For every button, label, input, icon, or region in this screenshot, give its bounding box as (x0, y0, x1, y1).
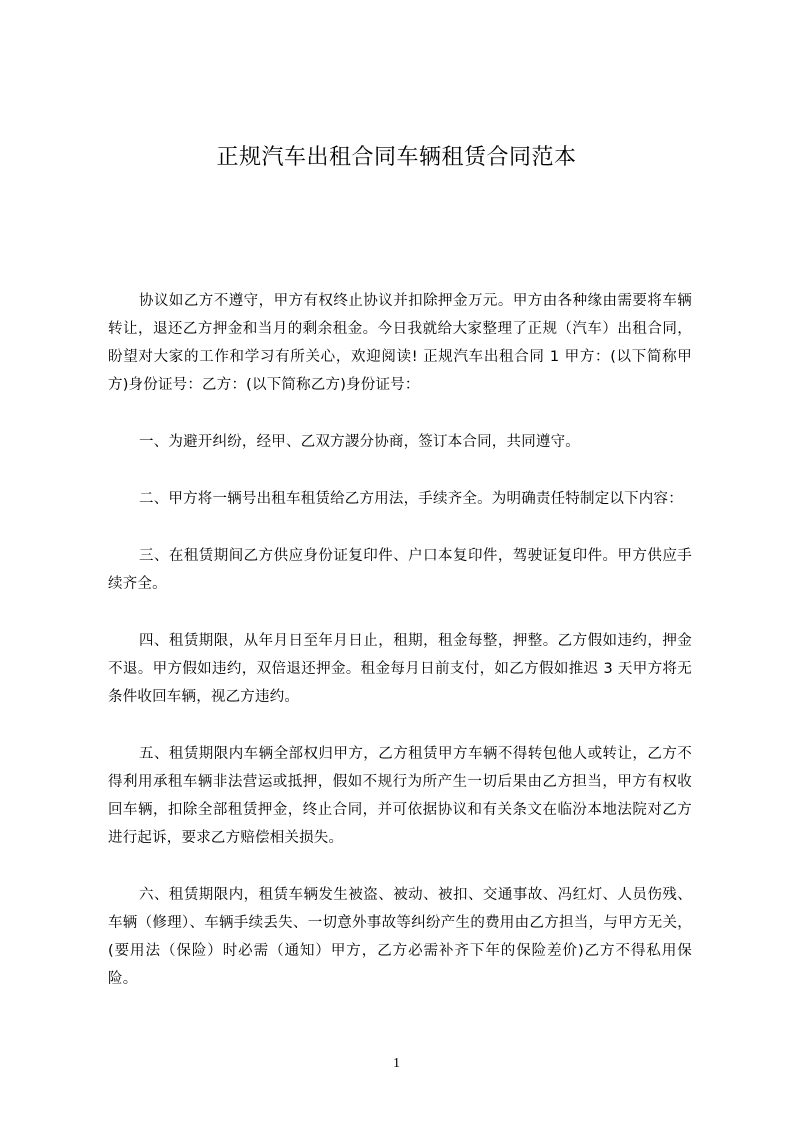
paragraph-clause-2: 二、甲方将一辆号出租车租赁给乙方用法，手续齐全。为明确责任特制定以下内容： (139, 491, 683, 507)
page-number: 1 (393, 1056, 400, 1071)
paragraph-clause-4: 四、租赁期限，从年月日至年月日止，租期，租金每整，押整。乙方假如违约，押金不退。甲方假如违约，双倍退还押金。租金每月日前支付，如乙方假如推迟 3 天甲方将无条件收回车辆，视乙方违约。 (108, 633, 692, 705)
paragraph-intro: 协议如乙方不遵守，甲方有权终止协议并扣除押金万元。甲方由各种缘由需要将车辆转让，退还乙方押金和当月的剩余租金。今日我就给大家整理了正规（汽车）出租合同，盼望对大家的工作和学习有所关心，欢迎阅读! 正规汽车出租合同 1 甲方：(以下简称甲方)身份证号：乙方：(以下简称乙方)身份证号： (108, 293, 692, 393)
paragraph-clause-1: 一、为避开纠纷，经甲、乙双方謖分协商，签订本合同，共同遵守。 (139, 434, 580, 450)
paragraph-clause-5: 五、租赁期限内车辆全部权归甲方，乙方租赁甲方车辆不得转包他人或转让，乙方不得利用承租车辆非法营运或抵押，假如不规行为所产生一切后果由乙方担当，甲方有权收回车辆，扣除全部租赁押金，终止合同，并可依据协议和有关条文在临汾本地法院对乙方进行起诉，要求乙方赔偿相关损失。 (108, 746, 692, 846)
page-title: 正规汽车出租合同车辆租赁合同范本 (216, 145, 577, 170)
document-body (108, 287, 692, 1022)
paragraph-clause-6: 六、租赁期限内，租赁车辆发生被盗、被动、被扣、交通事故、冯红灯、人员伤残、车辆（修理）、车辆手续丢失、一切意外事故等纠纷产生的费用由乙方担当，与甲方无关，(要用法（保险）时必需（通知）甲方，乙方必需补齐下年的保险差价)乙方不得私用保险。 (108, 887, 692, 987)
paragraph-clause-3: 三、在租赁期间乙方供应身份证复印件、户口本复印件，驾驶证复印件。甲方供应手续齐全。 (108, 548, 692, 592)
